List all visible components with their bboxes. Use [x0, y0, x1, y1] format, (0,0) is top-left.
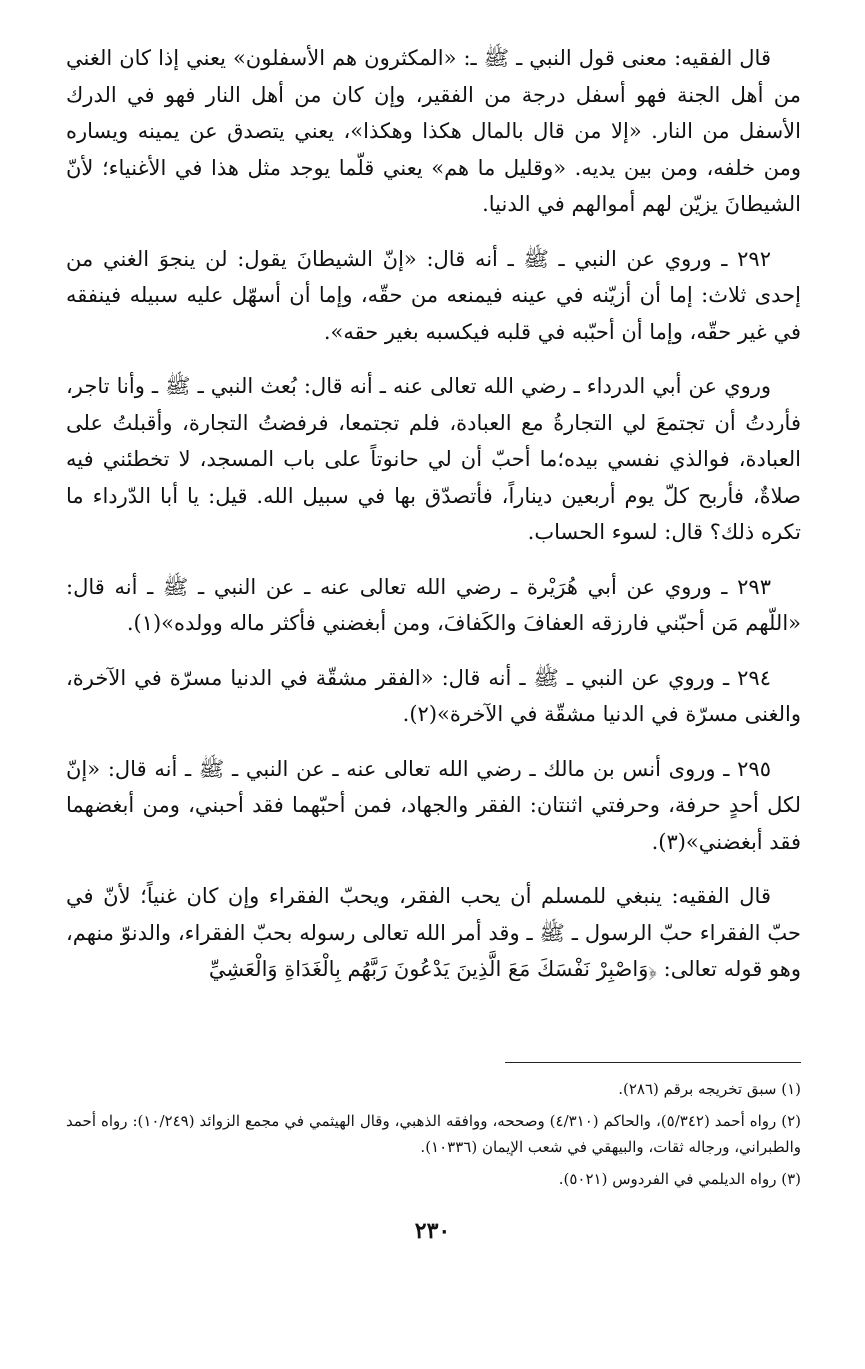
footnote-1: (١) سبق تخريجه برقم (٢٨٦).: [618, 1080, 801, 1098]
footnotes: [66, 1076, 801, 1198]
paragraph-hadith-295: ٢٩٥ ـ وروى أنس بن مالك ـ رضي الله تعالى عنه ـ عن النبي ـ ﷺ ـ أنه قال: «إنّ لكل أحدٍ حرفة، وحرفتي اثنتان: الفقر والجهاد، فمن أحبّهما فقد أحبني، ومن أبغضهما فقد أبغضني»(٣).: [66, 756, 801, 854]
footnote-2: (٢) رواه أحمد (٥/٣٤٢)، والحاكم (٤/٣١٠) وصححه، ووافقه الذهبي، وقال الهيثمي في مجمع الزوائد (١٠/٢٤٩): رواه أحمد والطبراني، ورجاله ثقات، والبيهقي في شعب الإيمان (١٠٣٣٦).: [66, 1112, 801, 1156]
paragraph-hadith-292: ٢٩٢ ـ وروي عن النبي ـ ﷺ ـ أنه قال: «إنّ الشيطانَ يقول: لن ينجوَ الغني من إحدى ثلاث: إما أن أزيّنه في عينه فيمنعه من حقّه، وإما أن أسهّل عليه سبيله فينفقه في غير حقّه، وإما أن أحبّبه في قلبه فيكسبه بغير حقه».: [66, 246, 801, 344]
paragraph-faqih-commentary: قال الفقيه: معنى قول النبي ـ ﷺ ـ: «المكثرون هم الأسفلون» يعني إذا كان الغني من أهل الجنة فهو أسفل درجة من الفقير، وإن كان من أهل النار فهو في الدرك الأسفل من النار. «إلا من قال بالمال هكذا وهكذا»، يعني يتصدق عن يمينه ويساره ومن خلفه، ومن بين يديه. «وقليل ما هم» يعني قلّما يوجد مثل هذا في الأغنياء؛ لأنّ الشيطانَ يزيّن لهم أموالهم في الدنيا.: [66, 46, 801, 216]
footnote-separator: [505, 1062, 801, 1063]
main-text: [66, 40, 801, 1006]
paragraph-hadith-293: ٢٩٣ ـ وروي عن أبي هُرَيْرة ـ رضي الله تعالى عنه ـ عن النبي ـ ﷺ ـ أنه قال: «اللّهم مَن أحبّني فارزقه العفافَ والكَفافَ، ومن أبغضني فأكثر ماله وولده»(١).: [66, 574, 801, 635]
footnote-3: (٣) رواه الديلمي في الفردوس (٥٠٢١).: [558, 1170, 801, 1188]
page-number: ٢٣٠: [414, 1218, 451, 1244]
paragraph-abu-darda: وروي عن أبي الدرداء ـ رضي الله تعالى عنه ـ أنه قال: بُعث النبي ـ ﷺ ـ وأنا تاجر، فأردتُ أن تجتمعَ لي التجارةُ مع العبادة، فلم تجتمعا، فرفضتُ التجارة، وأقبلتُ على العبادة، فوالذي نفسي بيده؛ما أحبّ أن لي حانوتاً على باب المسجد، لا تخطئني فيه صلاةٌ، فأربح كلّ يوم أربعين ديناراً، فأتصدّق بها في سبيل الله. قيل: يا أبا الدّرداء ما تكره ذلك؟ قال: لسوء الحساب.: [66, 374, 801, 544]
paragraph-faqih-love-of-poor: قال الفقيه: ينبغي للمسلم أن يحب الفقر، ويحبّ الفقراء وإن كان غنياً؛ لأنّ في حبّ الفقراء حبّ الرسول ـ ﷺ ـ وقد أمر الله تعالى رسوله بحبّ الفقراء، والدنوّ منهم، وهو قوله تعالى: ﴿وَاصْبِرْ نَفْسَكَ مَعَ الَّذِينَ يَدْعُونَ رَبَّهُم بِالْغَدَاةِ وَالْعَشِيِّ: [66, 884, 801, 981]
paragraph-hadith-294: ٢٩٤ ـ وروي عن النبي ـ ﷺ ـ أنه قال: «الفقر مشقّة في الدنيا مسرّة في الآخرة، والغنى مسرّة في الدنيا مشقّة في الآخرة»(٢).: [66, 665, 801, 726]
